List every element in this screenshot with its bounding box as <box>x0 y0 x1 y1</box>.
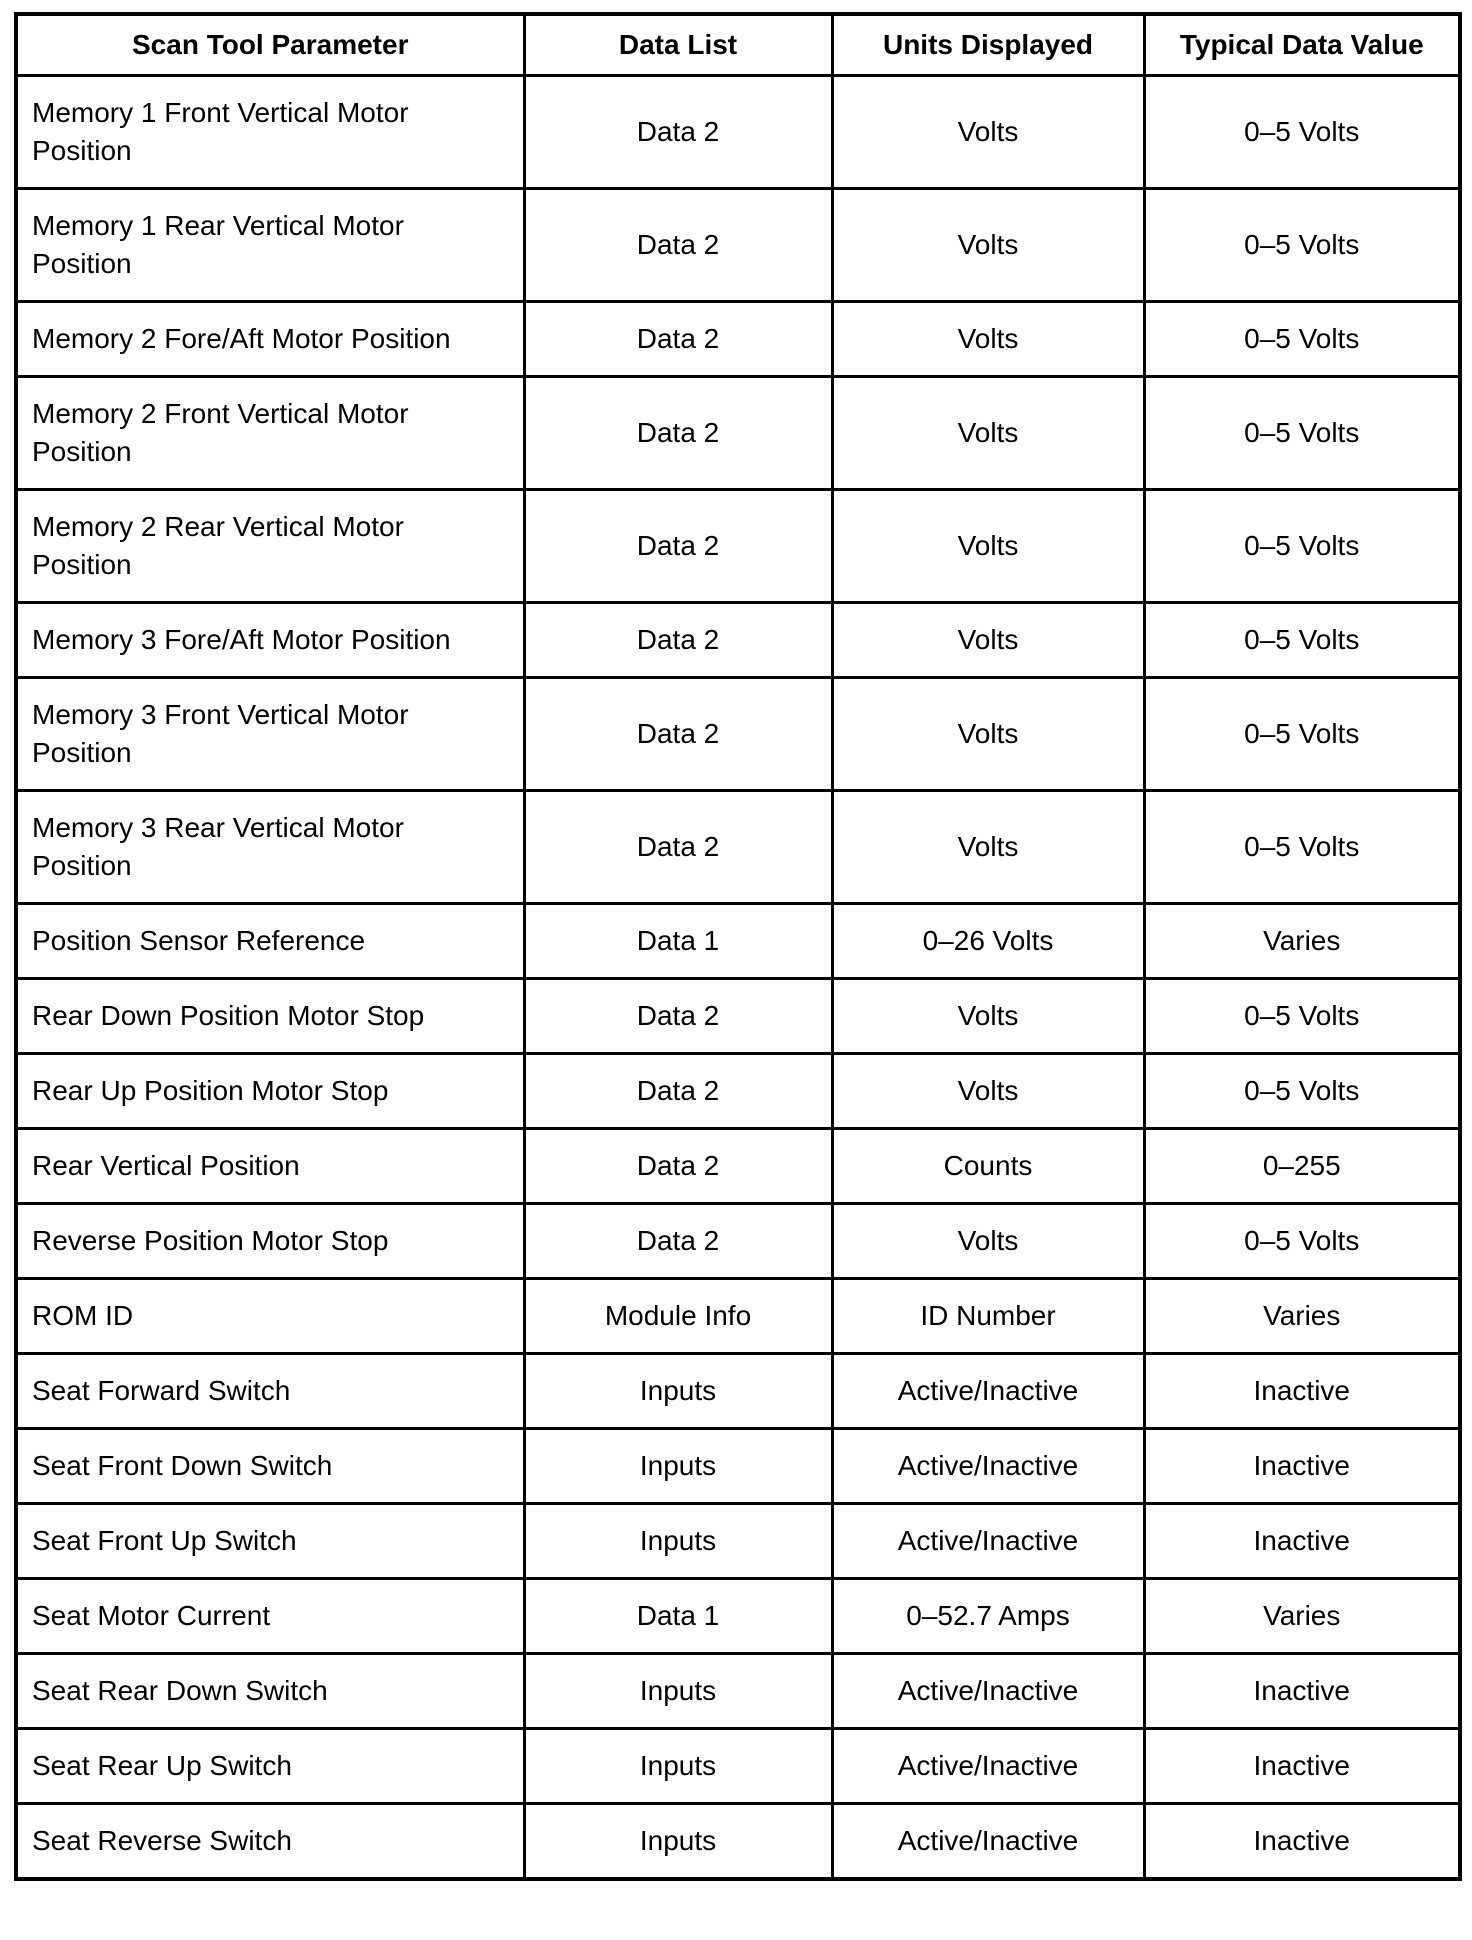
cell-typical-data-value: 0–5 Volts <box>1144 490 1460 603</box>
cell-typical-data-value: Inactive <box>1144 1429 1460 1504</box>
table-row <box>16 791 1460 904</box>
cell-data-list: Data 1 <box>524 904 832 979</box>
table-row <box>16 1279 1460 1354</box>
cell-scan-tool-parameter: ROM ID <box>16 1279 524 1354</box>
cell-scan-tool-parameter: Seat Forward Switch <box>16 1354 524 1429</box>
cell-units-displayed: Volts <box>832 1054 1144 1129</box>
table-row <box>16 979 1460 1054</box>
cell-units-displayed: Counts <box>832 1129 1144 1204</box>
cell-scan-tool-parameter: Memory 2 Front Vertical Motor Position <box>16 377 524 490</box>
cell-typical-data-value: Inactive <box>1144 1354 1460 1429</box>
table-row <box>16 1504 1460 1579</box>
cell-scan-tool-parameter: Seat Front Up Switch <box>16 1504 524 1579</box>
table-row <box>16 678 1460 791</box>
cell-units-displayed: Volts <box>832 603 1144 678</box>
cell-data-list: Data 2 <box>524 603 832 678</box>
cell-scan-tool-parameter: Memory 2 Rear Vertical Motor Position <box>16 490 524 603</box>
table-row <box>16 1129 1460 1204</box>
cell-typical-data-value: Varies <box>1144 1579 1460 1654</box>
header-data-list: Data List <box>524 14 832 76</box>
table-row <box>16 1429 1460 1504</box>
cell-data-list: Data 2 <box>524 979 832 1054</box>
cell-units-displayed: Active/Inactive <box>832 1354 1144 1429</box>
table-row <box>16 1054 1460 1129</box>
cell-scan-tool-parameter: Seat Rear Up Switch <box>16 1729 524 1804</box>
cell-units-displayed: Volts <box>832 189 1144 302</box>
cell-scan-tool-parameter: Seat Rear Down Switch <box>16 1654 524 1729</box>
table-row <box>16 377 1460 490</box>
cell-scan-tool-parameter: Seat Reverse Switch <box>16 1804 524 1880</box>
cell-units-displayed: ID Number <box>832 1279 1144 1354</box>
cell-scan-tool-parameter: Rear Vertical Position <box>16 1129 524 1204</box>
cell-data-list: Data 2 <box>524 490 832 603</box>
cell-typical-data-value: 0–5 Volts <box>1144 189 1460 302</box>
cell-data-list: Inputs <box>524 1354 832 1429</box>
cell-units-displayed: Active/Inactive <box>832 1804 1144 1880</box>
cell-data-list: Data 2 <box>524 1129 832 1204</box>
cell-data-list: Inputs <box>524 1654 832 1729</box>
table-row <box>16 76 1460 189</box>
cell-data-list: Data 2 <box>524 76 832 189</box>
cell-data-list: Data 1 <box>524 1579 832 1654</box>
cell-data-list: Inputs <box>524 1429 832 1504</box>
cell-units-displayed: Volts <box>832 979 1144 1054</box>
cell-typical-data-value: 0–5 Volts <box>1144 603 1460 678</box>
cell-data-list: Module Info <box>524 1279 832 1354</box>
cell-scan-tool-parameter: Memory 3 Front Vertical Motor Position <box>16 678 524 791</box>
table-row <box>16 1804 1460 1880</box>
scan-tool-parameter-table <box>14 12 1462 1881</box>
cell-scan-tool-parameter: Position Sensor Reference <box>16 904 524 979</box>
cell-data-list: Inputs <box>524 1729 832 1804</box>
table-row <box>16 1729 1460 1804</box>
table-row <box>16 1579 1460 1654</box>
cell-units-displayed: 0–26 Volts <box>832 904 1144 979</box>
cell-units-displayed: Volts <box>832 791 1144 904</box>
header-typical-data-value: Typical Data Value <box>1144 14 1460 76</box>
header-scan-tool-parameter: Scan Tool Parameter <box>16 14 524 76</box>
cell-typical-data-value: Varies <box>1144 1279 1460 1354</box>
cell-typical-data-value: Inactive <box>1144 1654 1460 1729</box>
cell-units-displayed: Volts <box>832 76 1144 189</box>
table-row <box>16 1204 1460 1279</box>
cell-scan-tool-parameter: Rear Up Position Motor Stop <box>16 1054 524 1129</box>
cell-scan-tool-parameter: Memory 3 Rear Vertical Motor Position <box>16 791 524 904</box>
cell-typical-data-value: 0–5 Volts <box>1144 302 1460 377</box>
cell-typical-data-value: 0–5 Volts <box>1144 678 1460 791</box>
cell-typical-data-value: 0–5 Volts <box>1144 76 1460 189</box>
cell-units-displayed: Volts <box>832 377 1144 490</box>
cell-data-list: Data 2 <box>524 1054 832 1129</box>
cell-units-displayed: Active/Inactive <box>832 1429 1144 1504</box>
table-row <box>16 1654 1460 1729</box>
cell-units-displayed: Volts <box>832 302 1144 377</box>
cell-scan-tool-parameter: Memory 1 Rear Vertical Motor Position <box>16 189 524 302</box>
cell-units-displayed: 0–52.7 Amps <box>832 1579 1144 1654</box>
table-body <box>16 76 1460 1880</box>
cell-scan-tool-parameter: Memory 1 Front Vertical Motor Position <box>16 76 524 189</box>
cell-typical-data-value: Inactive <box>1144 1729 1460 1804</box>
cell-units-displayed: Volts <box>832 678 1144 791</box>
cell-scan-tool-parameter: Seat Motor Current <box>16 1579 524 1654</box>
cell-data-list: Data 2 <box>524 1204 832 1279</box>
cell-scan-tool-parameter: Memory 3 Fore/Aft Motor Position <box>16 603 524 678</box>
table-row <box>16 1354 1460 1429</box>
cell-units-displayed: Volts <box>832 490 1144 603</box>
cell-scan-tool-parameter: Reverse Position Motor Stop <box>16 1204 524 1279</box>
cell-data-list: Data 2 <box>524 678 832 791</box>
cell-data-list: Data 2 <box>524 302 832 377</box>
cell-scan-tool-parameter: Rear Down Position Motor Stop <box>16 979 524 1054</box>
cell-typical-data-value: 0–5 Volts <box>1144 791 1460 904</box>
cell-units-displayed: Active/Inactive <box>832 1504 1144 1579</box>
cell-typical-data-value: 0–5 Volts <box>1144 979 1460 1054</box>
header-units-displayed: Units Displayed <box>832 14 1144 76</box>
cell-data-list: Data 2 <box>524 791 832 904</box>
table-row <box>16 603 1460 678</box>
table-header-row <box>16 14 1460 76</box>
cell-scan-tool-parameter: Seat Front Down Switch <box>16 1429 524 1504</box>
cell-typical-data-value: 0–5 Volts <box>1144 1054 1460 1129</box>
cell-typical-data-value: 0–5 Volts <box>1144 1204 1460 1279</box>
cell-typical-data-value: Inactive <box>1144 1504 1460 1579</box>
cell-units-displayed: Active/Inactive <box>832 1654 1144 1729</box>
cell-typical-data-value: 0–5 Volts <box>1144 377 1460 490</box>
table-row <box>16 490 1460 603</box>
cell-data-list: Data 2 <box>524 377 832 490</box>
cell-typical-data-value: Inactive <box>1144 1804 1460 1880</box>
cell-typical-data-value: 0–255 <box>1144 1129 1460 1204</box>
cell-scan-tool-parameter: Memory 2 Fore/Aft Motor Position <box>16 302 524 377</box>
table-row <box>16 302 1460 377</box>
cell-data-list: Inputs <box>524 1804 832 1880</box>
cell-typical-data-value: Varies <box>1144 904 1460 979</box>
cell-data-list: Data 2 <box>524 189 832 302</box>
table-row <box>16 189 1460 302</box>
cell-units-displayed: Volts <box>832 1204 1144 1279</box>
cell-units-displayed: Active/Inactive <box>832 1729 1144 1804</box>
cell-data-list: Inputs <box>524 1504 832 1579</box>
table-row <box>16 904 1460 979</box>
